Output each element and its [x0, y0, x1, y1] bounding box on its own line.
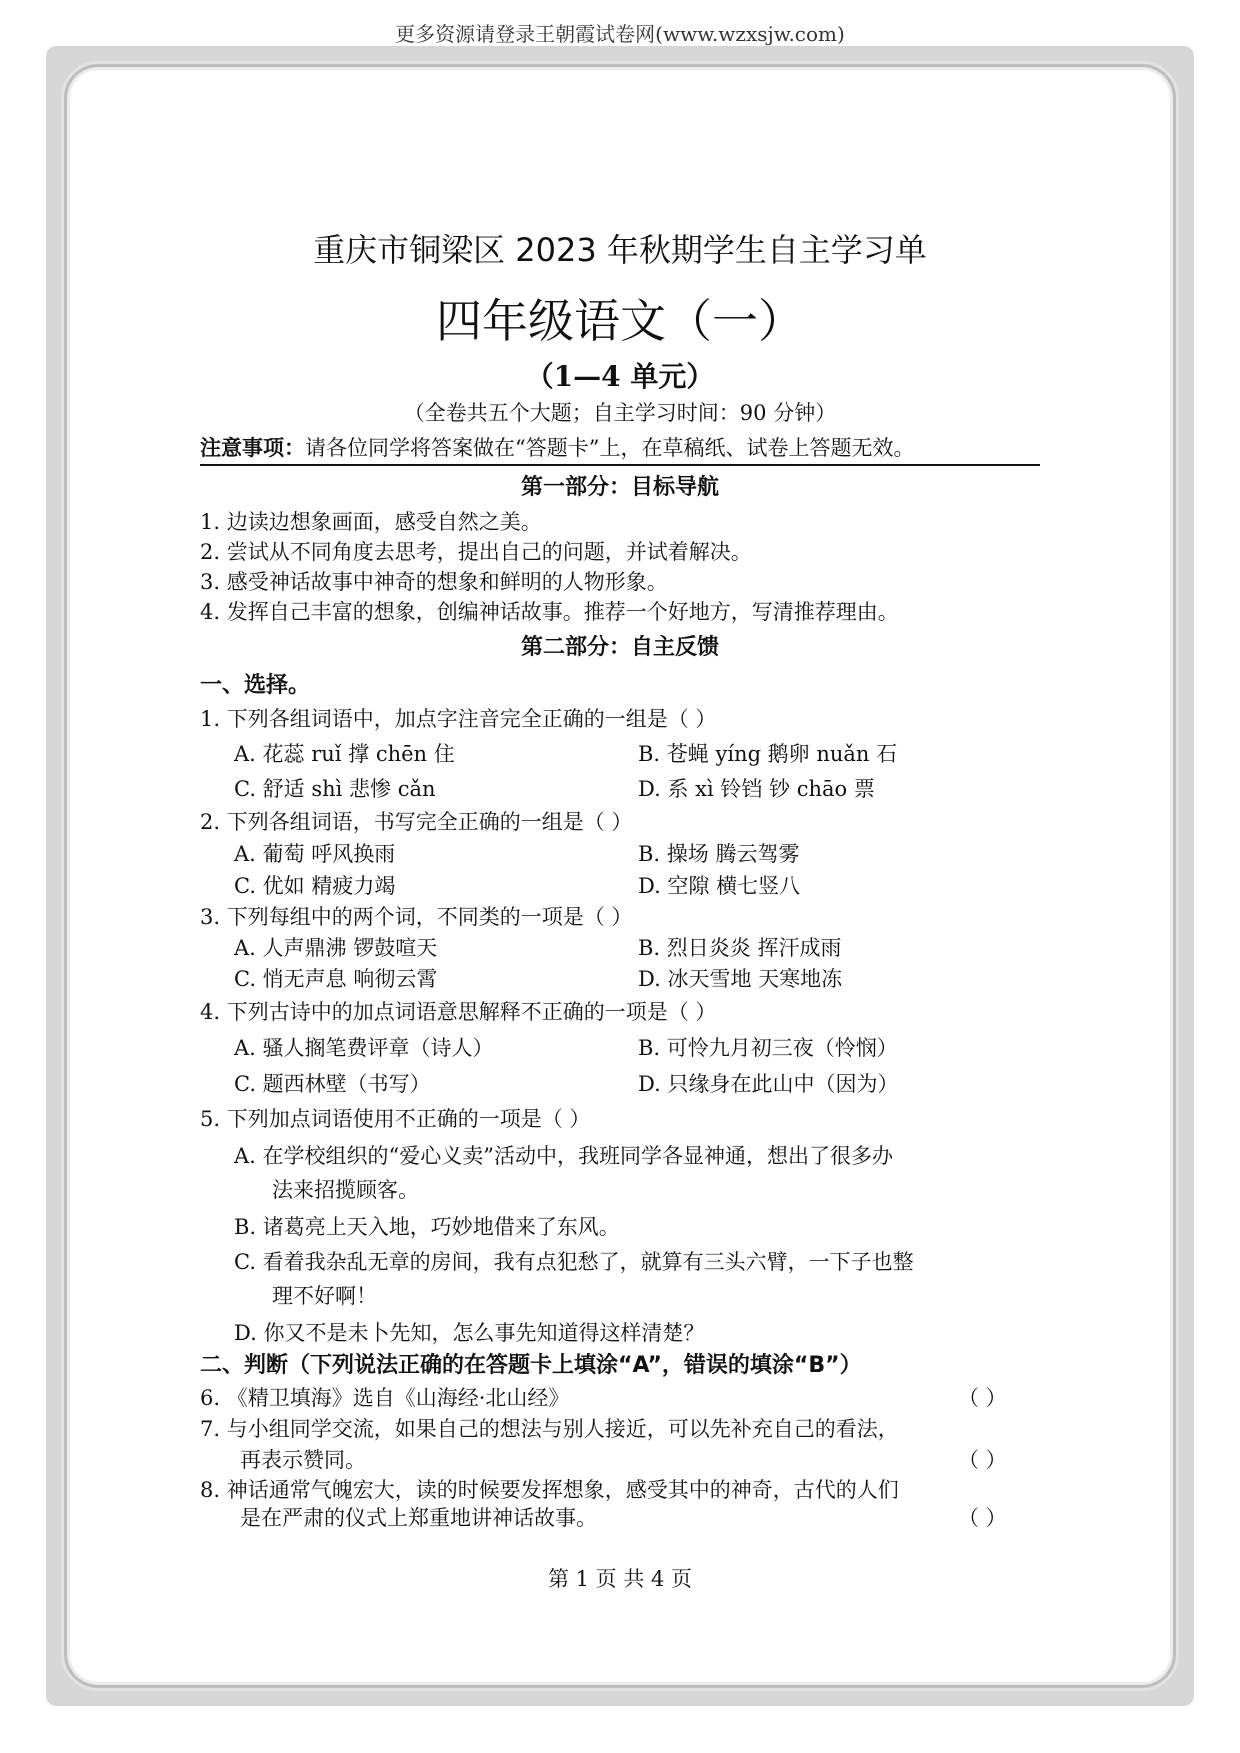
q5-option-b: B. 诸葛亮上天入地，巧妙地借来了东风。: [234, 1215, 620, 1239]
question-2: 2. 下列各组词语，书写完全正确的一组是（ ）: [200, 810, 633, 834]
judge-8: 8. 神话通常气魄宏大，读的时候要发挥想象，感受其中的神奇，古代的人们: [200, 1478, 899, 1502]
part1-title: 第一部分：目标导航: [520, 475, 719, 500]
notice-label: 注意事项：: [200, 436, 305, 460]
q4-option-c: C. 题西林壁（书写）: [234, 1072, 431, 1096]
q1-option-a: A. 花蕊 ruǐ 撑 chēn 住: [234, 742, 455, 766]
exam-meta: （全卷共五个大题；自主学习时间：90 分钟）: [403, 401, 837, 425]
source-watermark: 更多资源请登录王朝霞试卷网(www.wzxsjw.com): [395, 22, 845, 46]
q2-option-b: B. 操场 腾云驾雾: [638, 842, 800, 866]
q4-option-d: D. 只缘身在此山中（因为）: [638, 1072, 899, 1096]
goal-item: 1. 边读边想象画面，感受自然之美。: [200, 510, 542, 534]
exam-subtitle: 四年级语文（一）: [436, 294, 804, 348]
exam-units: （1—4 单元）: [525, 360, 715, 393]
section1-title: 一、选择。: [200, 673, 311, 698]
q4-option-a: A. 骚人搁笔费评章（诗人）: [234, 1036, 494, 1060]
q2-option-a: A. 葡萄 呼风换雨: [234, 842, 396, 866]
q5-option-a: A. 在学校组织的“爱心义卖”活动中，我班同学各显神通，想出了很多办: [234, 1144, 893, 1168]
judge-6: 6. 《精卫填海》选自《山海经·北山经》: [200, 1386, 570, 1410]
q3-option-c: C. 悄无声息 响彻云霄: [234, 967, 438, 991]
judge-7: 7. 与小组同学交流，如果自己的想法与别人接近，可以先补充自己的看法，: [200, 1417, 899, 1441]
q5-option-a-cont: 法来招揽顾客。: [272, 1178, 419, 1202]
goal-item: 2. 尝试从不同角度去思考，提出自己的问题，并试着解决。: [200, 540, 752, 564]
q3-option-b: B. 烈日炎炎 挥汗成雨: [638, 936, 842, 960]
q1-option-c: C. 舒适 shì 悲惨 cǎn: [234, 777, 436, 801]
q1-option-d: D. 系 xì 铃铛 钞 chāo 票: [638, 777, 875, 801]
question-1: 1. 下列各组词语中，加点字注音完全正确的一组是（ ）: [200, 707, 717, 731]
q3-option-d: D. 冰天雪地 天寒地冻: [638, 967, 843, 991]
goal-item: 3. 感受神话故事中神奇的想象和鲜明的人物形象。: [200, 570, 668, 594]
question-4: 4. 下列古诗中的加点词语意思解释不正确的一项是（ ）: [200, 1000, 717, 1024]
q5-option-c-cont: 理不好啊！: [272, 1284, 377, 1308]
part2-title: 第二部分：自主反馈: [520, 635, 719, 660]
notice: [200, 432, 1040, 466]
judge-8-cont: 是在严肃的仪式上郑重地讲神话故事。: [240, 1506, 597, 1530]
answer-blank: （ ）: [958, 1448, 1007, 1472]
q4-option-b: B. 可怜九月初三夜（怜悯）: [638, 1036, 898, 1060]
judge-7-cont: 再表示赞同。: [240, 1448, 366, 1472]
q1-option-b: B. 苍蝇 yíng 鹅卵 nuǎn 石: [638, 742, 898, 766]
q5-option-c: C. 看着我杂乱无章的房间，我有点犯愁了，就算有三头六臂，一下子也整: [234, 1250, 914, 1274]
answer-blank: （ ）: [958, 1506, 1007, 1530]
notice-text: 请各位同学将答案做在“答题卡”上，在草稿纸、试卷上答题无效。: [305, 436, 915, 460]
q5-option-d: D. 你又不是未卜先知，怎么事先知道得这样清楚？: [234, 1321, 705, 1345]
question-5: 5. 下列加点词语使用不正确的一项是（ ）: [200, 1107, 591, 1131]
q2-option-d: D. 空隙 横七竖八: [638, 874, 801, 898]
q3-option-a: A. 人声鼎沸 锣鼓喧天: [234, 936, 438, 960]
exam-title: 重庆市铜梁区 2023 年秋期学生自主学习单: [313, 231, 927, 269]
goal-item: 4. 发挥自己丰富的想象，创编神话故事。推荐一个好地方，写清推荐理由。: [200, 600, 899, 624]
answer-blank: （ ）: [958, 1386, 1007, 1410]
section2-title: 二、判断（下列说法正确的在答题卡上填涂“A”，错误的填涂“B”）: [200, 1353, 862, 1378]
q2-option-c: C. 优如 精疲力竭: [234, 874, 396, 898]
question-3: 3. 下列每组中的两个词，不同类的一项是（ ）: [200, 905, 633, 929]
page-footer: 第 1 页 共 4 页: [547, 1567, 693, 1591]
